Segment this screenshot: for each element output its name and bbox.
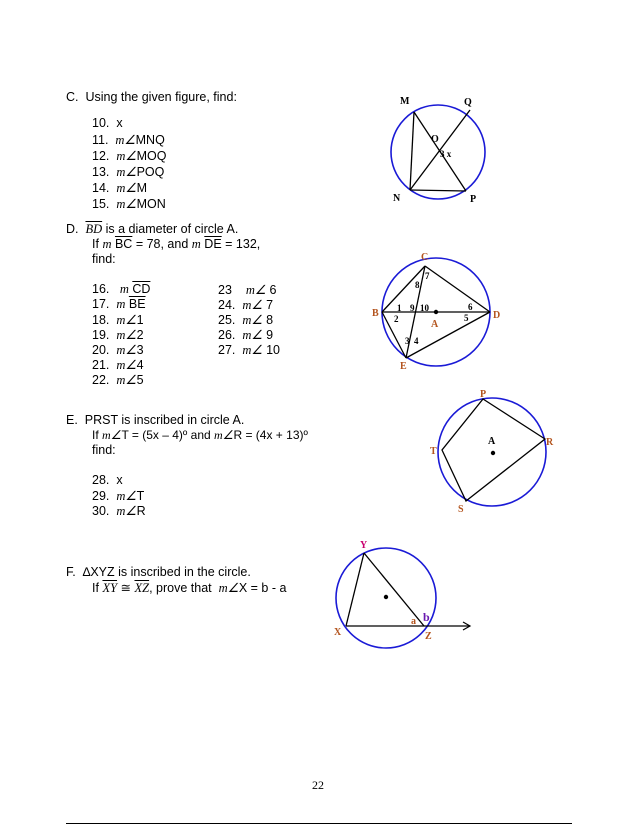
label-t: T (430, 446, 437, 457)
list-item: 24. m∠ 7 (218, 298, 274, 312)
angle-3: 3 (405, 336, 410, 346)
list-item: 21. m∠4 (92, 358, 144, 372)
chord-cd (425, 266, 490, 312)
page-number: 22 (312, 778, 324, 792)
figure-d-circle (372, 252, 512, 372)
arc-de: $\overline{DE}$ (204, 237, 222, 251)
label-o: O (431, 134, 439, 145)
angle-9: 9 (410, 303, 415, 313)
label-angle-b: b (423, 610, 430, 624)
angle-2: 2 (394, 314, 399, 324)
list-item: 26. m∠ 9 (218, 328, 274, 342)
section-f-line1: F. ∆XYZ is inscribed in the circle. (66, 565, 251, 579)
angle-5: 5 (464, 313, 469, 323)
list-item: 19. m∠2 (92, 328, 144, 342)
segment-xz: $\overline{XZ}$ (134, 581, 150, 595)
label-3x: 3 x (440, 149, 452, 159)
section-d-find: find: (92, 252, 116, 266)
section-d-line1: D. $\overline{BD}$ is a diameter of circle A. (66, 222, 239, 236)
list-item: 13. m∠POQ (92, 165, 165, 179)
list-item: 20. m∠3 (92, 343, 144, 357)
list-item: 27. m∠ 10 (218, 343, 280, 357)
section-d-line2: If m $\overline{BC} = 78$, and m $\overline{DE} = 132$, (92, 237, 261, 251)
figure-e-circle (428, 389, 563, 517)
section-e-find: find: (92, 443, 116, 457)
list-item: 12. m∠MOQ (92, 149, 167, 163)
label-a: A (431, 319, 439, 330)
section-e-line1: E. PRST is inscribed in circle A. (66, 413, 245, 427)
label-p: P (470, 194, 477, 205)
label-d: D (493, 310, 501, 321)
label-z: Z (425, 631, 432, 642)
chord-mn (410, 112, 414, 190)
angle-1: 1 (397, 303, 402, 313)
angle-4: 4 (414, 336, 419, 346)
label-n: N (393, 193, 401, 204)
chord-np (410, 190, 466, 191)
section-c-instruction: Using the given figure, find: (85, 90, 237, 104)
section-e-line2: If m∠T = (5x – 4)º and m∠R = (4x + 13)º (92, 428, 308, 442)
section-c-prefix: C. (66, 90, 79, 104)
list-item: 11. m∠MNQ (92, 133, 165, 147)
list-item: 23 m∠ 6 (218, 283, 277, 297)
label-c: C (421, 252, 429, 263)
list-item: 10. x (92, 116, 123, 130)
footer-rule (66, 823, 572, 824)
center-dot (491, 451, 495, 455)
list-item: 16. m $\overline{CD}$ (92, 282, 151, 296)
list-item: 15. m∠MON (92, 197, 166, 211)
center-dot (384, 595, 388, 599)
angle-7: 7 (425, 271, 430, 281)
list-item: 29. m∠T (92, 489, 145, 503)
chord-ed (406, 312, 490, 358)
angle-10: 10 (420, 303, 429, 313)
label-b: B (372, 308, 379, 319)
label-m: M (400, 96, 410, 107)
figure-c-circle (390, 95, 500, 210)
label-q: Q (464, 97, 472, 108)
angle-8: 8 (415, 280, 420, 290)
label-angle-a: a (411, 616, 416, 627)
center-dot (434, 310, 438, 314)
label-e: E (400, 361, 407, 372)
list-item: 14. m∠M (92, 181, 147, 195)
section-c-heading (66, 90, 237, 104)
label-y: Y (360, 540, 368, 551)
list-item: 28. x (92, 473, 123, 487)
label-s: S (458, 504, 464, 515)
list-item: 30. m∠R (92, 504, 146, 518)
angle-6: 6 (468, 302, 473, 312)
list-item: 17. m $\overline{BE}$ (92, 297, 146, 311)
segment-xy: $\overline{XY}$ (102, 581, 118, 595)
segment-bd: $\overline{BD}$ (85, 222, 103, 236)
label-r: R (546, 437, 554, 448)
list-item: 25. m∠ 8 (218, 313, 274, 327)
list-item: 18. m∠1 (92, 313, 144, 327)
section-f-line2: If $\overline{XY}$ ≅ $\overline{XZ}$, prove that m∠X = b - a (92, 581, 287, 595)
label-a: A (488, 436, 496, 447)
list-item: 22. m∠5 (92, 373, 144, 387)
label-x: X (334, 627, 342, 638)
figure-f-circle (330, 538, 480, 648)
arc-bc: $\overline{BC}$ (114, 237, 133, 251)
label-p: P (480, 389, 487, 400)
